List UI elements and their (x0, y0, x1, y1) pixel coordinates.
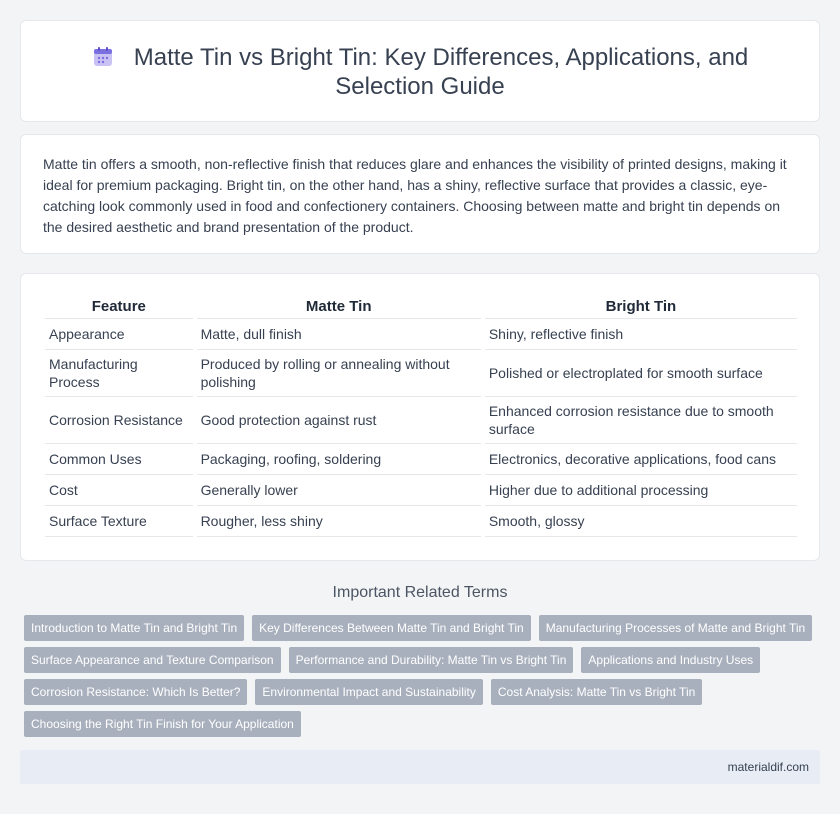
tag-row (24, 711, 824, 737)
cell-matte: Generally lower (197, 475, 481, 506)
cell-feature: Surface Texture (45, 506, 193, 537)
cell-matte: Produced by rolling or annealing without polishing (197, 350, 481, 397)
cell-feature: Corrosion Resistance (45, 397, 193, 444)
table-row (45, 506, 797, 537)
header-matte-tin: Matte Tin (197, 292, 481, 319)
related-term-tag[interactable]: Introduction to Matte Tin and Bright Tin (24, 615, 244, 641)
table-row (45, 350, 797, 397)
cell-matte: Good protection against rust (197, 397, 481, 444)
intro-paragraph: Matte tin offers a smooth, non-reflective finish that reduces glare and enhances the visibility of printed designs, making it ideal for premium packaging. Bright tin, on the other hand, has a shiny, reflective surface that provides a classic, eye-catching look commonly used in food and confectionery containers. Choosing between matte and bright tin depends on the desired aesthetic and brand presentation of the product. (43, 156, 787, 235)
calendar-icon (92, 46, 114, 68)
comparison-table-card (20, 273, 820, 561)
cell-matte: Packaging, roofing, soldering (197, 444, 481, 475)
table-row (45, 319, 797, 350)
tag-row (24, 679, 824, 705)
table-row (45, 475, 797, 506)
title-line-1: Matte Tin vs Bright Tin: Key Differences, Applications, and (133, 44, 749, 71)
intro-card (20, 134, 820, 254)
related-term-tag[interactable]: Key Differences Between Matte Tin and Bright Tin (252, 615, 531, 641)
related-term-tag[interactable]: Corrosion Resistance: Which Is Better? (24, 679, 247, 705)
header-bright-tin: Bright Tin (485, 292, 797, 319)
related-term-tag[interactable]: Choosing the Right Tin Finish for Your Application (24, 711, 301, 737)
cell-feature: Common Uses (45, 444, 193, 475)
header-feature: Feature (45, 292, 193, 319)
title-line-2: Selection Guide (335, 73, 505, 100)
tag-row (24, 647, 824, 673)
table-header-row (45, 292, 797, 319)
related-term-tag[interactable]: Environmental Impact and Sustainability (255, 679, 482, 705)
related-term-tag[interactable]: Applications and Industry Uses (581, 647, 760, 673)
cell-bright: Smooth, glossy (485, 506, 797, 537)
table-row (45, 444, 797, 475)
title-card (20, 20, 820, 122)
cell-feature: Appearance (45, 319, 193, 350)
cell-bright: Polished or electroplated for smooth surface (485, 350, 797, 397)
cell-bright: Shiny, reflective finish (485, 319, 797, 350)
cell-matte: Rougher, less shiny (197, 506, 481, 537)
related-term-tag[interactable]: Cost Analysis: Matte Tin vs Bright Tin (491, 679, 702, 705)
related-term-tag[interactable]: Manufacturing Processes of Matte and Bright Tin (539, 615, 812, 641)
cell-bright: Enhanced corrosion resistance due to smooth surface (485, 397, 797, 444)
page-title (21, 43, 819, 101)
related-terms-tags (24, 615, 824, 743)
cell-feature: Manufacturing Process (45, 350, 193, 397)
cell-bright: Higher due to additional processing (485, 475, 797, 506)
footer (20, 750, 820, 784)
cell-feature: Cost (45, 475, 193, 506)
cell-bright: Electronics, decorative applications, food cans (485, 444, 797, 475)
tag-row (24, 615, 824, 641)
footer-site-link[interactable]: materialdif.com (727, 760, 809, 774)
table-row (45, 397, 797, 444)
related-terms-heading: Important Related Terms (332, 584, 508, 601)
related-term-tag[interactable]: Surface Appearance and Texture Comparison (24, 647, 281, 673)
cell-matte: Matte, dull finish (197, 319, 481, 350)
related-term-tag[interactable]: Performance and Durability: Matte Tin vs Bright Tin (289, 647, 574, 673)
comparison-table (41, 292, 801, 537)
